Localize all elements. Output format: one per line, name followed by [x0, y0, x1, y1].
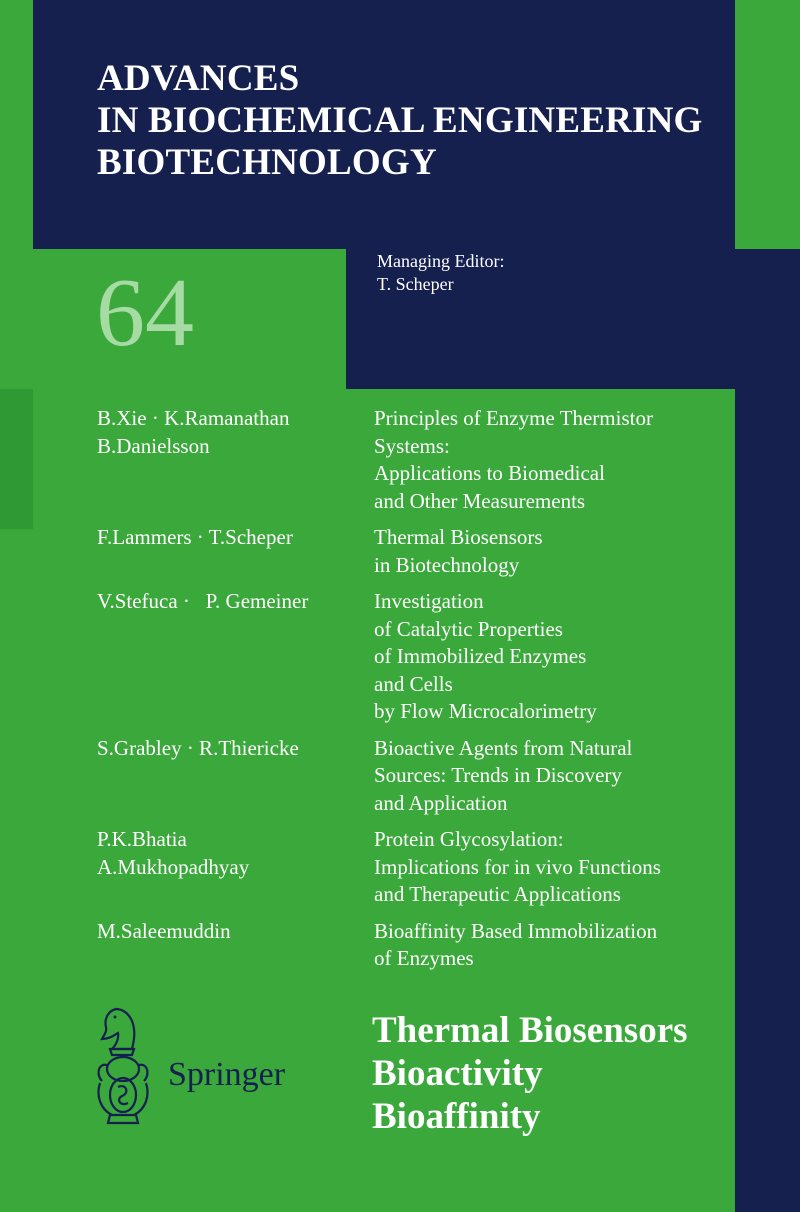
managing-editor-name: T. Scheper: [377, 274, 454, 294]
chapter-line: and Therapeutic Applications: [374, 882, 621, 906]
chapter-line: Sources: Trends in Discovery: [374, 763, 622, 787]
book-title-line: Thermal Biosensors: [372, 1010, 688, 1051]
series-title-line: IN BIOCHEMICAL ENGINEERING: [97, 100, 703, 141]
entry-authors: [97, 588, 374, 726]
chapter-line: Thermal Biosensors: [374, 525, 543, 549]
left-accent-strip: [0, 389, 33, 529]
contents-entry: [97, 588, 737, 726]
entry-chapter-title: [374, 735, 734, 818]
entry-chapter-title: [374, 588, 734, 726]
author-line: B.Xie · K.Ramanathan: [97, 406, 290, 430]
author-line: S.Grabley · R.Thiericke: [97, 735, 299, 760]
chapter-line: and Cells: [374, 671, 453, 696]
chapter-line: Bioactive Agents from Natural: [374, 735, 633, 760]
chapter-line: Principles of Enzyme Thermistor: [374, 406, 653, 430]
chapter-line: Systems:: [374, 433, 450, 458]
contents-entry: [97, 918, 737, 973]
entry-chapter-title: [374, 918, 734, 973]
chapter-line: of Catalytic Properties: [374, 616, 563, 641]
right-navy-strip: [735, 249, 800, 1212]
entry-authors: [97, 918, 374, 973]
chapter-line: in Biotechnology: [374, 552, 520, 577]
chapter-line: and Other Measurements: [374, 488, 586, 513]
entry-authors: [97, 826, 374, 909]
managing-editor: [377, 250, 504, 296]
publisher-name: Springer: [168, 1056, 286, 1093]
series-title-line: ADVANCES: [97, 58, 300, 99]
series-title: [97, 58, 727, 184]
entry-chapter-title: [374, 405, 734, 515]
entry-chapter-title: [374, 524, 734, 579]
book-title: [372, 1009, 688, 1138]
contents-entry: [97, 524, 737, 579]
contents-entry: [97, 826, 737, 909]
author-line: V.Stefuca · P. Gemeiner: [97, 589, 309, 613]
volume-number: 64: [96, 259, 194, 367]
managing-editor-label: Managing Editor:: [377, 251, 505, 271]
author-line: P.K.Bhatia: [97, 827, 187, 851]
entry-authors: [97, 405, 374, 515]
springer-chess-knight-logo: [88, 1003, 158, 1133]
contents-entry: [97, 405, 737, 515]
chapter-line: by Flow Microcalorimetry: [374, 699, 597, 723]
author-line: A.Mukhopadhyay: [97, 854, 250, 879]
table-of-contents: [97, 405, 737, 982]
chapter-line: of Immobilized Enzymes: [374, 644, 587, 668]
author-line: B.Danielsson: [97, 433, 210, 458]
chapter-line: Implications for in vivo Functions: [374, 854, 661, 879]
chapter-line: and Application: [374, 790, 508, 815]
chapter-line: Investigation: [374, 589, 484, 613]
entry-authors: [97, 524, 374, 579]
book-title-line: Bioactivity: [372, 1053, 543, 1094]
chapter-line: of Enzymes: [374, 946, 474, 970]
contents-entry: [97, 735, 737, 818]
book-title-line: Bioaffinity: [372, 1096, 541, 1137]
chapter-line: Applications to Biomedical: [374, 461, 605, 485]
chapter-line: Protein Glycosylation:: [374, 827, 564, 851]
author-line: M.Saleemuddin: [97, 918, 231, 943]
entry-authors: [97, 735, 374, 818]
author-line: F.Lammers · T.Scheper: [97, 525, 293, 549]
chapter-line: Bioaffinity Based Immobilization: [374, 918, 658, 943]
entry-chapter-title: [374, 826, 734, 909]
series-title-line: BIOTECHNOLOGY: [97, 142, 437, 183]
